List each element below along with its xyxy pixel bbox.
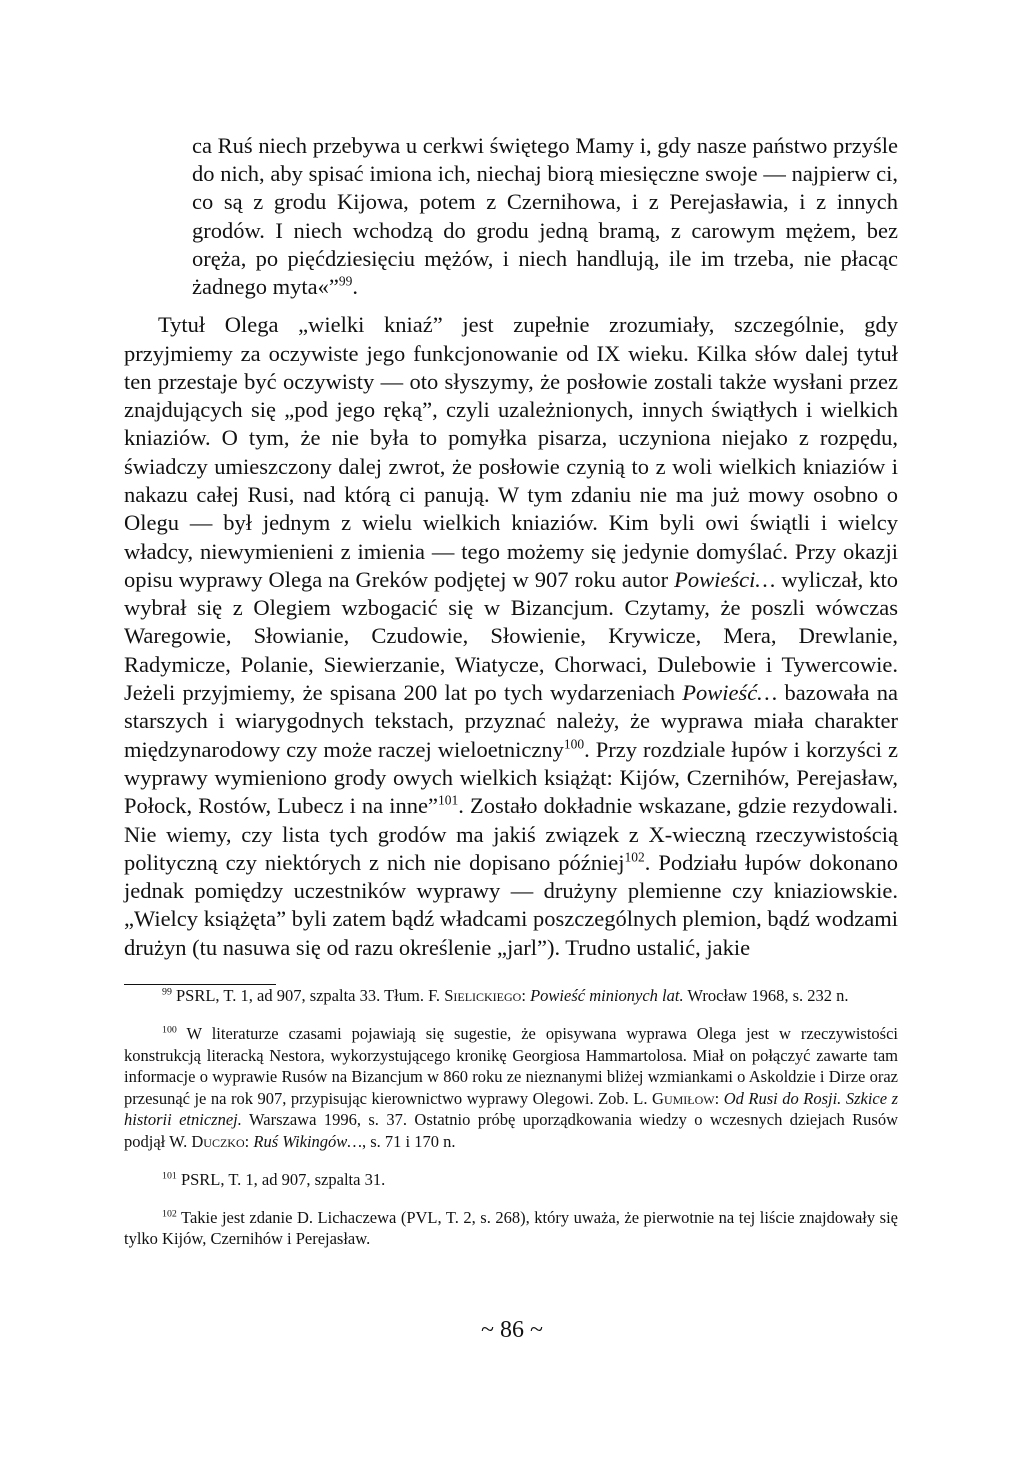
quote-end: . xyxy=(352,274,358,300)
cited-title: Od Rusi do Rosji. Szkice z historii etnicznej. xyxy=(124,1088,898,1130)
paragraph-text-6: . Podziału łupów dokonano jednak pomiędzy uczestników wyprawy — drużyny plemienne czy kniaziowskie. „Wielcy książęta” byli zatem bądź władcami poszczególnych plemion, bądź wodzami drużyn (tu nasuwa się od razu określenie „jarl”). Trudno ustalić, jakie xyxy=(124,849,898,960)
cited-title: Ruś Wikingów… xyxy=(253,1131,362,1151)
author-name: Duczko xyxy=(191,1131,245,1151)
translator-name: Sielickiego xyxy=(444,986,522,1006)
footnote-text: : xyxy=(521,986,531,1006)
footnote-ref-102[interactable]: 102 xyxy=(624,849,645,865)
paragraph-text-2: wyliczał, kto wybrał się z Olegiem wzbogacić się w Bizancjum. Czytamy, że poszli wówczas Waregowie, Słowianie, Czudowie, Słowienie, Krywicze, Mera, Drewlanie, Radymicze, Polanie, Siewierzanie, Wiatycze, Chorwaci, Dulebowie i Tywercowie. Jeżeli przyjmiemy, że spisana 200 lat po tych wydarzeniach xyxy=(124,566,898,706)
work-title-powiesc: Powieść… xyxy=(682,680,778,706)
footnote-101 xyxy=(124,1169,898,1191)
footnote-text: : xyxy=(714,1088,724,1108)
page-body xyxy=(124,132,898,1266)
work-title-powiesci: Powieści… xyxy=(674,566,776,592)
footnote-text: PSRL, T. 1, ad 907, szpalta 33. Tłum. F. xyxy=(171,986,445,1006)
footnote-text: Wrocław 1968, s. 232 n. xyxy=(683,986,849,1006)
footnote-number: 101 xyxy=(162,1170,177,1182)
footnote-number: 100 xyxy=(162,1024,177,1036)
paragraph-text-5: . Zostało dokładnie wskazane, gdzie rezydowali. Nie wiemy, czy lista tych grodów ma jakiś związek z X-wieczną rzeczywistością polityczną czy niektórych z nich nie dopisano później xyxy=(124,793,898,875)
paragraph-text-3: bazowała na starszych i wiarygodnych tekstach, przyznać należy, że wyprawa miała charakter międzynarodowy czy może raczej wieloetniczny xyxy=(124,680,898,762)
footnote-text: PSRL, T. 1, ad 907, szpalta 31. xyxy=(176,1169,386,1189)
quote-text: ca Ruś niech przebywa u cerkwi świętego Mamy i, gdy nasze państwo przyśle do nich, aby spisać imiona ich, niechaj biorą miesięczne swoje — najpierw ci, co są z grodu Kijowa, potem z Czernihowa, i z Perejasławia, i z innych grodów. I niech wchodzą do grodu jedną bramą, z carowym mężem, bez oręża, po pięćdziesięciu mężów, i niech handlują, ile im trzeba, nie płacąc żadnego myta«” xyxy=(192,133,898,300)
footnote-text: Takie jest zdanie D. Lichaczewa (PVL, T. 2, s. 268), który uważa, że pierwotnie na tej liście znajdowały się tylko Kijów, Czernihów i Perejasław. xyxy=(124,1207,898,1249)
author-name: Gumiłow xyxy=(652,1088,715,1108)
footnote-102 xyxy=(124,1207,898,1250)
footnote-99 xyxy=(124,985,898,1007)
footnote-ref-99[interactable]: 99 xyxy=(338,273,353,289)
page-number: ~ 86 ~ xyxy=(481,1317,543,1343)
footnote-text: W literaturze czasami pojawiają się sugestie, że opisywana wyprawa Olega jest w rzeczywistości konstrukcją literacką Nestora, wykorzystującego kronikę Georgiosa Hammartolosa. Miał on połączyć zawarte tam informacje o wyprawie Rusów na Bizancjum w 860 roku ze nieznanymi bliżej wzmiankami o Askoldzie i Dirze oraz przesunąć je na rok 907, przypisując kierownictwo wyprawy Olegowi. Zob. L. xyxy=(124,1024,898,1108)
main-paragraph xyxy=(124,311,898,962)
footnote-text: Warszawa 1996, s. 37. Ostatnio próbę uporządkowania wiedzy o wczesnych dziejach Rusów podjął W. xyxy=(124,1110,899,1151)
quoted-passage xyxy=(192,132,898,301)
paragraph-text-4: . Przy rozdziale łupów i korzyści z wyprawy wymieniono grody owych wielkich książąt: Kijów, Czernihów, Perejasław, Połock, Rostów, Lubecz i na inne” xyxy=(124,736,898,819)
footnote-text: : xyxy=(244,1131,254,1151)
footnote-ref-101[interactable]: 101 xyxy=(438,792,459,808)
footnote-ref-100[interactable]: 100 xyxy=(563,736,585,752)
footnote-number: 99 xyxy=(162,986,172,998)
footnote-number: 102 xyxy=(162,1208,177,1220)
paragraph-text-1: Tytuł Olega „wielki kniaź” jest zupełnie zrozumiały, szczególnie, gdy przyjmiemy za oczywiste jego funkcjonowanie od IX wieku. Kilka słów dalej tytuł ten przestaje być oczywisty — oto słyszymy, że posłowie zostali także wysłani przez znajdujących się „pod jego ręką”, czyli uzależnionych, innych świątłych i wielkich kniaziów. O tym, że nie była to pomyłka pisarza, uczyniona niejako z rozpędu, świadczy umieszczony dalej zwrot, że posłowie czynią to z woli wielkich kniaziów i nakazu całej Rusi, nad którą ci panują. W tym zdaniu nie ma już mowy osobno o Olegu — był jednym z wielu wielkich kniaziów. Kim byli owi świątli i wielcy władcy, niewymienieni z imienia — tego możemy się jedynie domyślać. Przy okazji opisu wyprawy Olega na Greków podjętej w 907 roku autor xyxy=(124,312,898,592)
footnote-100 xyxy=(124,1023,898,1152)
cited-title: Powieść minionych lat. xyxy=(530,986,684,1006)
footnote-text: , s. 71 i 170 n. xyxy=(362,1131,456,1151)
